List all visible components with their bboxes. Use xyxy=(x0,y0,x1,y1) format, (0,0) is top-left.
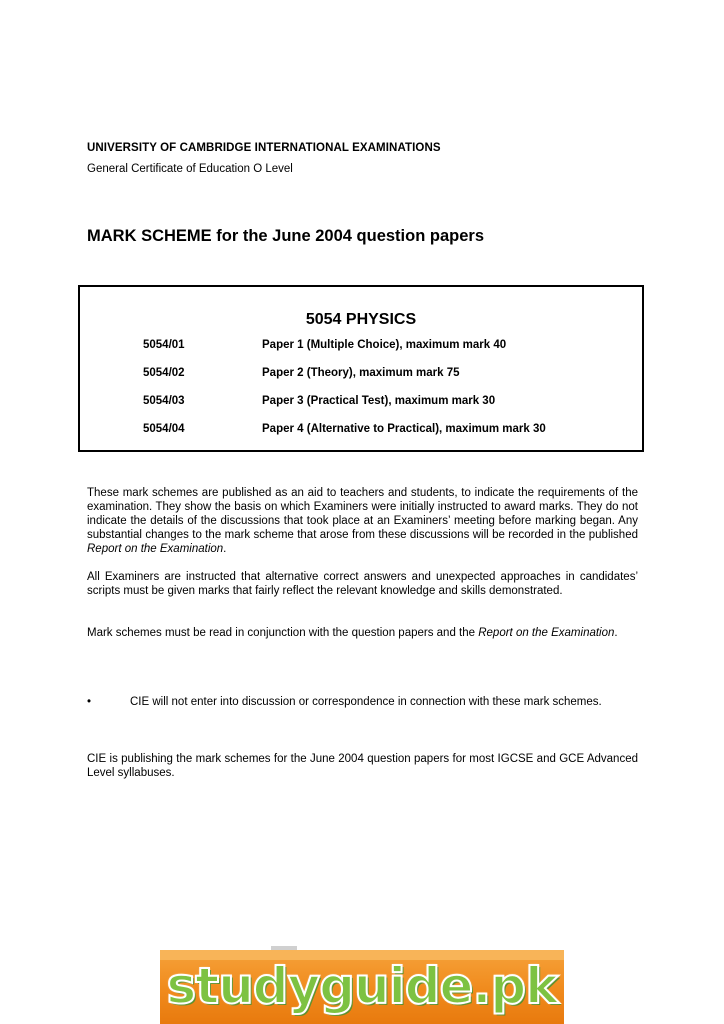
paper-description: Paper 1 (Multiple Choice), maximum mark 40 xyxy=(262,339,507,351)
report-reference: Report on the Examination xyxy=(478,627,615,639)
intro-paragraph xyxy=(87,486,638,556)
syllabus-title: 5054 PHYSICS xyxy=(305,311,417,328)
paper-code: 5054/02 xyxy=(143,367,185,379)
paper-code: 5054/04 xyxy=(143,423,185,435)
conjunction-paragraph-text: Mark schemes must be read in conjunction with the question papers and the xyxy=(87,627,479,639)
paper-description: Paper 2 (Theory), maximum mark 75 xyxy=(262,367,460,379)
paper-code: 5054/01 xyxy=(143,339,185,351)
conjunction-paragraph-end: . xyxy=(614,627,618,639)
conjunction-paragraph xyxy=(87,626,638,640)
document-title: MARK SCHEME for the June 2004 question papers xyxy=(87,227,484,245)
paper-description: Paper 4 (Alternative to Practical), maximum mark 30 xyxy=(262,423,546,435)
watermark-logo xyxy=(160,950,564,1024)
examiner-paragraph xyxy=(87,570,638,598)
paper-code: 5054/03 xyxy=(143,395,185,407)
intro-paragraph-text: These mark schemes are published as an aid to teachers and students, to indicate the requirements of the examination. They show the basis on which Examiners were initially instructed to award marks. They do not indicate the details of the discussions that took place at an Examiners’ meeting before marking began. Any substantial changes to the mark scheme that arose from these discussions will be recorded in the published xyxy=(87,487,638,541)
organization-name: UNIVERSITY OF CAMBRIDGE INTERNATIONAL EXAMINATIONS xyxy=(87,142,441,154)
report-reference: Report on the Examination xyxy=(87,543,224,555)
examiner-paragraph-text: All Examiners are instructed that alternative correct answers and unexpected approaches in candidates’ scripts must be given marks that fairly reflect the relevant knowledge and skills demonstrated. xyxy=(87,571,638,597)
intro-paragraph-end: . xyxy=(223,543,227,555)
paper-description: Paper 3 (Practical Test), maximum mark 30 xyxy=(262,395,496,407)
bullet-icon: • xyxy=(87,696,92,708)
publishing-paragraph-text: CIE is publishing the mark schemes for the June 2004 question papers for most IGCSE and GCE Advanced Level syllabuses. xyxy=(87,753,638,779)
bullet-text: CIE will not enter into discussion or correspondence in connection with these mark schemes. xyxy=(130,696,602,708)
logo-text: studyguide.pk xyxy=(166,957,558,1015)
certificate-name: General Certificate of Education O Level xyxy=(87,163,293,175)
syllabus-box xyxy=(78,285,644,452)
publishing-paragraph xyxy=(87,752,638,780)
